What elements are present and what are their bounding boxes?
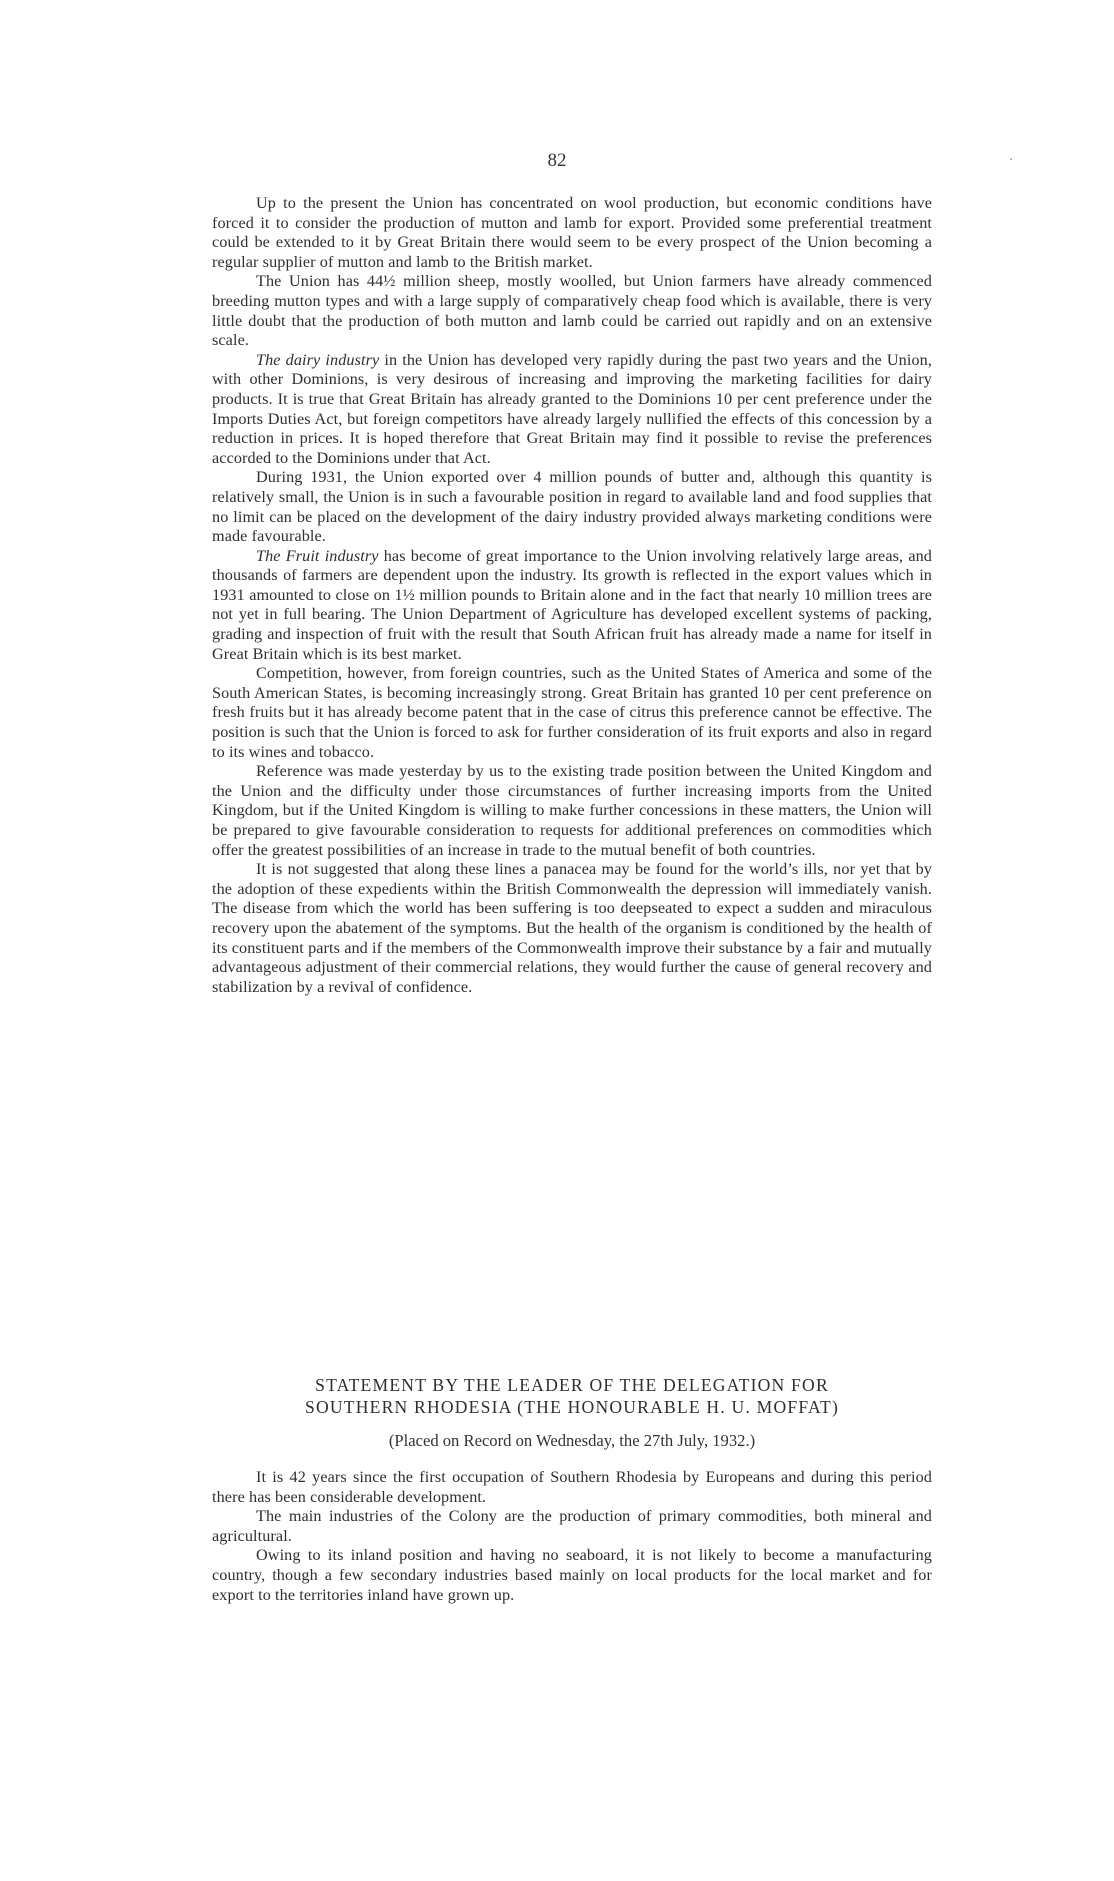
italic-phrase: The dairy industry — [256, 350, 380, 369]
paragraph — [212, 860, 932, 997]
statement-heading — [212, 1374, 932, 1418]
margin-mark — [1010, 158, 1012, 160]
paragraph-text: The main industries of the Colony are the production of primary commodities, both mineral and agricultural. — [212, 1507, 932, 1545]
italic-phrase: The Fruit industry — [256, 546, 379, 565]
heading-line: SOUTHERN RHODESIA (THE HONOURABLE H. U. MOFFAT) — [304, 1397, 840, 1417]
paragraph-text: During 1931, the Union exported over 4 million pounds of butter and, although this quantity is relatively small, the Union is in such a favourable position in regard to available land and food supplies that no limit can be placed on the development of the dairy industry provided always marketing conditions were made favourable. — [212, 468, 932, 546]
paragraph — [212, 547, 932, 665]
paragraph-text: has become of great importance to the Union involving relatively large areas, and thousands of farmers are dependent upon the industry. Its growth is reflected in the export values which in 1931 amounted to close on 1½ million pounds to Britain alone and in the fact that nearly 10 million trees are not yet in full bearing. The Union Department of Agriculture has developed excellent systems of packing, grading and inspection of fruit with the result that South African fruit has already made a name for itself in Great Britain which is its best market. — [212, 546, 932, 663]
paragraph — [212, 1546, 932, 1605]
paragraph — [212, 1507, 932, 1546]
paragraph — [212, 272, 932, 350]
heading-line: STATEMENT BY THE LEADER OF THE DELEGATION FOR — [315, 1375, 829, 1395]
paragraph — [212, 664, 932, 762]
paragraph-text: Up to the present the Union has concentrated on wool production, but economic conditions have forced it to consider the production of mutton and lamb for export. Provided some preferential treatment could be extended to it by Great Britain there would seem to be every prospect of the Union becoming a regular supplier of mutton and lamb to the British market. — [212, 194, 932, 271]
page-number: 82 — [547, 150, 567, 171]
paragraph — [212, 762, 932, 860]
paragraph — [212, 194, 932, 272]
paragraph — [212, 351, 932, 469]
record-date-line: (Placed on Record on Wednesday, the 27th July, 1932.) — [388, 1431, 756, 1450]
paragraph-text: Competition, however, from foreign countries, such as the United States of America and some of the South American States, is becoming increasingly strong. Great Britain has granted 10 per cent preference on fresh fruits but it has already become patent that in the case of citrus this preference cannot be effective. The position is such that the Union is forced to ask for further consideration of its fruit exports and also in regard to its wines and tobacco. — [212, 664, 932, 761]
union-statement-body — [212, 194, 932, 997]
paragraph-text: It is not suggested that along these lines a panacea may be found for the world’s ills, nor yet that by the adoption of these expedients within the British Commonwealth the depression will immediately vanish. The disease from which the world has been suffering is too deepseated to expect a sudden and miraculous recovery upon the abatement of the symptoms. But the health of the organism is conditioned by the health of its constituent parts and if the members of the Commonwealth improve their substance by a fair and mutually advantageous adjustment of their commercial relations, they would further the cause of general recovery and stabilization by a revival of confidence. — [212, 860, 932, 996]
paragraph — [212, 1468, 932, 1507]
rhodesia-statement-body — [212, 1468, 932, 1605]
paragraph-text: in the Union has developed very rapidly during the past two years and the Union, with other Dominions, is very desirous of increasing and improving the marketing facilities for dairy products. It is true that Great Britain has already granted to the Dominions 10 per cent preference under the Imports Duties Act, but foreign competitors have already largely nullified the effects of this concession by a reduction in prices. It is hoped therefore that Great Britain may find it possible to revise the preferences accorded to the Dominions under that Act. — [212, 350, 932, 467]
paragraph — [212, 468, 932, 546]
paragraph-text: Owing to its inland position and having no seaboard, it is not likely to become a manufacturing country, though a few secondary industries based mainly on local products for the local market and for export to the territories inland have grown up. — [212, 1546, 932, 1604]
paragraph-text: The Union has 44½ million sheep, mostly woolled, but Union farmers have already commenced breeding mutton types and with a large supply of comparatively cheap food which is available, there is very little doubt that the production of both mutton and lamb could be carried out rapidly and on an extensive scale. — [212, 272, 932, 350]
paragraph-text: Reference was made yesterday by us to the existing trade position between the United Kingdom and the Union and the difficulty under those circumstances of further increasing imports from the United Kingdom, but if the United Kingdom is willing to make further concessions in these matters, the Union will be prepared to give favourable consideration to requests for additional preferences on commodities which offer the greatest possibilities of an increase in trade to the mutual benefit of both countries. — [212, 762, 932, 859]
paragraph-text: It is 42 years since the first occupation of Southern Rhodesia by Europeans and during this period there has been considerable development. — [212, 1468, 932, 1506]
